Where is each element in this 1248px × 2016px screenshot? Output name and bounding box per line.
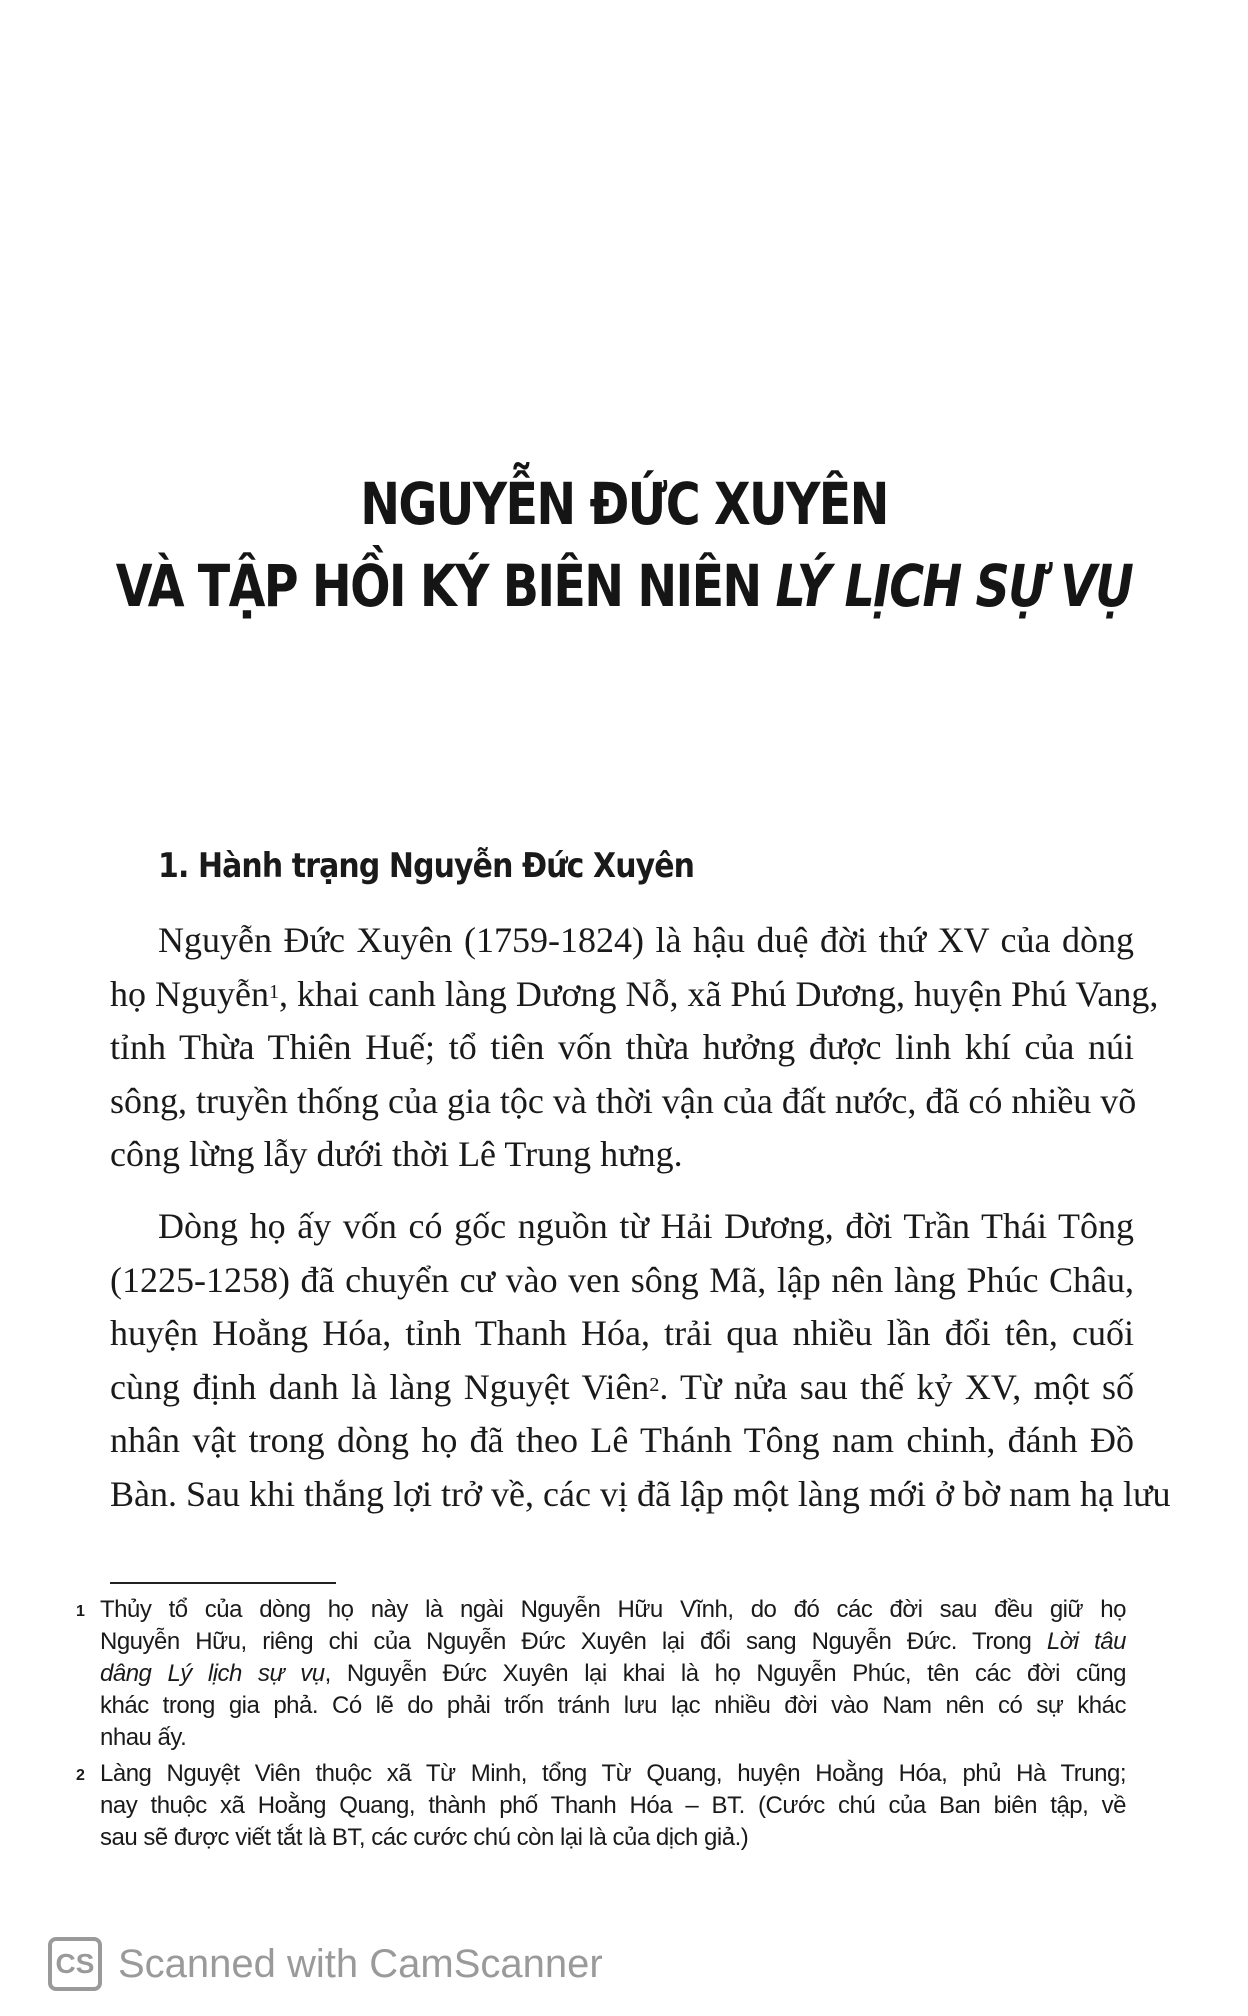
chapter-title-italic-work: LÝ LỊCH SỰ VỤ <box>775 552 1133 620</box>
watermark-text: Scanned with CamScanner <box>118 1941 603 1986</box>
text-line: tỉnh Thừa Thiên Huế; tổ tiên vốn thừa hưởng được linh khí của núi <box>110 1027 1134 1067</box>
paragraph-1 <box>110 914 1159 1182</box>
footnote-1 <box>76 1594 1126 1754</box>
text-line: (1225-1258) đã chuyển cư vào ven sông Mã, lập nên làng Phúc Châu, <box>110 1259 1134 1300</box>
footnote-line: sau sẽ được viết tắt là BT, các cước chú còn lại là của dịch giả.) <box>100 1824 749 1851</box>
footnote-line: nay thuộc xã Hoằng Quang, thành phố Thanh Hóa – BT. (Cước chú của Ban biên tập, về <box>100 1792 1126 1819</box>
footnote-2 <box>76 1758 1126 1854</box>
text-fragment: , Nguyễn Đức Xuyên lại khai là họ Nguyễn Phúc, tên các đời cũng <box>324 1660 1127 1687</box>
text-line: nhân vật trong dòng họ đã theo Lê Thánh Tông nam chinh, đánh Đồ <box>110 1420 1134 1460</box>
text-line: huyện Hoằng Hóa, tỉnh Thanh Hóa, trải qua nhiều lần đổi tên, cuối <box>110 1313 1134 1353</box>
text-fragment: Nguyễn Hữu, riêng chi của Nguyễn Đức Xuyên lại đổi sang Nguyễn Đức. Trong <box>100 1628 1047 1655</box>
footnote-number: 1 <box>76 1603 85 1620</box>
chapter-title-prefix: VÀ TẬP HỒI KÝ BIÊN NIÊN <box>115 552 776 620</box>
italic-work-title: Lời tâu <box>1046 1628 1126 1655</box>
footnote-line <box>76 1658 1126 1690</box>
camscanner-logo-icon: CS <box>48 1937 102 1991</box>
footnote-number: 2 <box>76 1767 85 1784</box>
footnote-divider <box>110 1582 336 1584</box>
footnote-ref-2: 2 <box>649 1373 660 1396</box>
section-heading: 1. Hành trạng Nguyễn Đức Xuyên <box>158 846 695 886</box>
text-line <box>110 968 1159 1022</box>
text-fragment: cùng định danh là làng Nguyệt Viên <box>110 1366 650 1407</box>
footnote-line: nhau ấy. <box>100 1724 187 1751</box>
text-line <box>110 1361 1134 1415</box>
chapter-title-line-2 <box>112 552 1135 620</box>
text-fragment: , khai canh làng Dương Nỗ, xã Phú Dương, huyện Phú Vang, <box>278 973 1159 1014</box>
camscanner-watermark <box>48 1934 603 1994</box>
paragraph-2 <box>110 1200 1171 1521</box>
footnote-line: Làng Nguyệt Viên thuộc xã Từ Minh, tổng Từ Quang, huyện Hoằng Hóa, phủ Hà Trung; <box>100 1760 1126 1787</box>
footnote-ref-1: 1 <box>268 980 279 1003</box>
text-line: Nguyễn Đức Xuyên (1759-1824) là hậu duệ đời thứ XV của dòng <box>158 920 1134 960</box>
footnote-line: khác trong gia phả. Có lẽ do phải trốn tránh lưu lạc nhiều đời vào Nam nên có sự khác <box>100 1692 1126 1719</box>
italic-work-title: dâng Lý lịch sự vụ <box>100 1660 325 1687</box>
text-line: công lừng lẫy dưới thời Lê Trung hưng. <box>110 1134 683 1174</box>
text-fragment: . Từ nửa sau thế kỷ XV, một số <box>659 1366 1134 1407</box>
text-line: Dòng họ ấy vốn có gốc nguồn từ Hải Dương, đời Trần Thái Tông <box>158 1206 1134 1246</box>
footnote-line <box>76 1626 1126 1658</box>
text-fragment: họ Nguyễn <box>110 973 269 1014</box>
chapter-title-line-1: NGUYỄN ĐỨC XUYÊN <box>360 470 888 538</box>
text-line: Bàn. Sau khi thắng lợi trở về, các vị đã lập một làng mới ở bờ nam hạ lưu <box>110 1473 1171 1514</box>
text-line: sông, truyền thống của gia tộc và thời vận của đất nước, đã có nhiều võ <box>110 1080 1137 1121</box>
footnote-line: Thủy tổ của dòng họ này là ngài Nguyễn Hữu Vĩnh, do đó các đời sau đều giữ họ <box>100 1596 1126 1623</box>
